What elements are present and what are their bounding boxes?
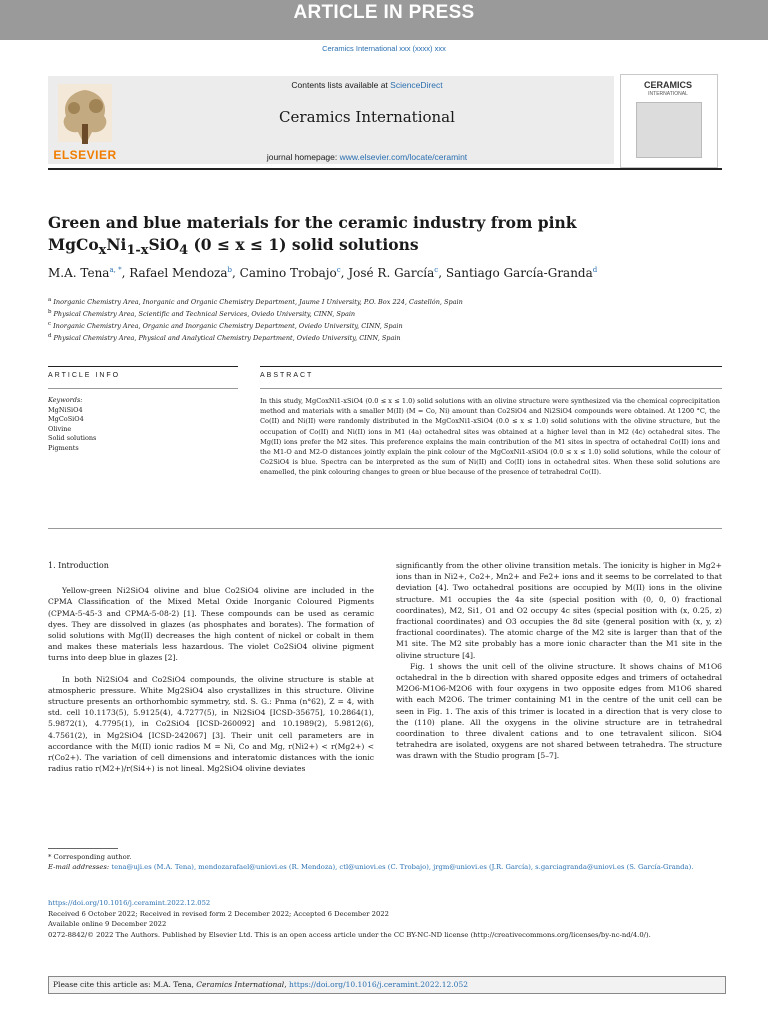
keyword: Pigments bbox=[48, 443, 79, 452]
keyword: Solid solutions bbox=[48, 434, 97, 442]
paragraph: Fig. 1 shows the unit cell of the olivine structure. It shows chains of M1O6 octahedral in the b direction with shared opposite edges and trimers of octahedral M2O6-M1O6-M2O6 with four oxygens in two opposite edges from M1O6 shared with each M2O6. The trimer containing M1 in the centre of the unit cell can be seen in Fig. 1. The axis of this trimer is located in a direction that is very close to the (110) plane. All the oxygens in the olivine structure are in tetrahedral coordination to three divalent cations and to one tetravalent silicon. SiO4 tetrahedra are isolated, oxygens are not shared between tetrahedra. The structure was drawn with the Studio program [5–7]. bbox=[396, 661, 722, 761]
corresponding-author-note: * Corresponding author. bbox=[48, 853, 132, 861]
author[interactable]: Camino Trobajo bbox=[239, 266, 337, 280]
journal-reference[interactable]: Ceramics International xxx (xxxx) xxx bbox=[322, 44, 446, 53]
affiliation: $^b$ Physical Chemistry Area, Scientific and Technical Services, Oviedo University, CINN, Spain bbox=[48, 309, 356, 319]
received-dates: Received 6 October 2022; Received in revised form 2 December 2022; Accepted 6 December 2022 bbox=[48, 909, 389, 918]
cover-title: CERAMICS bbox=[643, 80, 692, 90]
abstract-heading: ABSTRACT bbox=[260, 372, 314, 379]
keyword: MgCoSiO4 bbox=[48, 415, 84, 423]
doi-link[interactable]: https://doi.org/10.1016/j.ceramint.2022.12.052 bbox=[48, 899, 211, 907]
journal-homepage: journal homepage: www.elsevier.com/locate/ceramint bbox=[266, 152, 468, 162]
email-addresses[interactable]: tena@uji.es (M.A. Tena), mendozarafael@uniovi.es (R. Mendoza), ctl@uniovi.es (C. Trobajo), jrgm@uniovi.es (J.R. García), s.garciagranda@uniovi.es (S. García-Granda). bbox=[111, 863, 694, 871]
abstract-bottom-rule bbox=[48, 528, 722, 529]
author[interactable]: José R. García bbox=[348, 266, 435, 280]
author-list: M.A. Tena$^{a, *}$, Rafael Mendoza$^b$, Camino Trobajo$^c$, José R. García$^c$, Santiago García-Granda$^d$ bbox=[48, 266, 598, 280]
paragraph: significantly from the other olivine transition metals. The ionicity is higher in Mg2+ ions than in Ni2+, Co2+, Mn2+ and Fe2+ ions and it seems to be correlated to that deviation [4]. Two octahedral positions are occupied by M(II) ions in the olivine structure. M1 occupies the 4a site (special position with (0, 0, 0) fractional coordinates), M2, Si1, O1 and O2 occupy 4c sites (special position with (x, 0.25, z) fractional coordinates) and O3 occupies the 8d site (general position with (x, y, z) fractional coordinates). The atomic charge of the M2 site is larger than that of the M1 site. The M2 site probably has a more ionic character than the M1 site in the olivine structure [4]. bbox=[396, 561, 722, 660]
header-rule bbox=[48, 168, 722, 170]
license-statement: 0272-8842/© 2022 The Authors. Published by Elsevier Ltd. This is an open access article under the CC BY-NC-ND license (http://creativecommons.org/licenses/by-nc-nd/4.0/). bbox=[48, 930, 651, 939]
footnote-rule bbox=[48, 848, 118, 849]
keyword: MgNiSiO4 bbox=[48, 405, 83, 414]
affiliation: $^d$ Physical Chemistry Area, Physical and Analytical Chemistry Department, Oviedo University, CINN, Spain bbox=[48, 333, 401, 343]
article-in-press-banner: ARTICLE IN PRESS bbox=[0, 0, 768, 40]
available-online: Available online 9 December 2022 bbox=[48, 920, 167, 928]
article-info-subrule bbox=[48, 388, 238, 389]
author[interactable]: Santiago García-Granda bbox=[445, 266, 593, 280]
article-metadata bbox=[48, 898, 722, 940]
affiliation: $^a$ Inorganic Chemistry Area, Inorganic and Organic Chemistry Department, Jaume I University, P.O. Box 224, Castellón, Spain bbox=[48, 297, 463, 307]
journal-name: Ceramics International bbox=[279, 108, 455, 126]
paragraph: In both Ni2SiO4 and Co2SiO4 compounds, the olivine structure is stable at atmospheric pressure. White Mg2SiO4 also crystallizes in this structure. Olivine structure presents an orthorhombic symmetry, std. S. G.: Pnma (n°62), Z = 4, with std. cell 10.1173(5), 5.9125(4), 4.7277(5), in Ni2SiO4 [ICSD-35675], 10.2864(1), 5.9872(1), 4.7795(1), in Co2SiO4 [ICSD-260092] and 10.1989(2), 5.9812(6), 4.7561(2), in Mg2SiO4 [ICSD-242067] [3]. Their unit cell parameters are in accordance with the M(II) ionic radios M = Ni, Co and Mg, r(Ni2+) < r(Mg2+) < r(Co2+). The variation of cell dimensions and interatomic distances with the ionic radius ratio r(M2+)/r(Si4+) is not lineal. Mg2SiO4 olivine deviates bbox=[48, 674, 374, 774]
abstract-text: In this study, MgCoxNi1-xSiO4 (0.0 ≤ x ≤ 1.0) solid solutions with an olivine structure were synthesized via the chemical coprecipitation method and materials with a smaller M(II) (M = Co, Ni) amount than Co2SiO4 and Ni2SiO4 compounds were obtained. At 1200 °C, the Co(II) and Ni(II) were randomly distributed in the MgCoxNi1-xSiO4 (0.0 ≤ x ≤ 1.0) solid solutions with the olivine structure, but the occupation of Co(II) and Ni(II) ions in M1 (4a) octahedral sites was obtained at a higher level than in M2 (4c) octahedral sites. The Mg(II) ions prefer the M2 sites. This preference explains the main contribution of the M1 sites in spectra of octahedral Co(II) ions and the M1-O and M2-O distances jointly explain the pink colour of the MgCoxNi1-xSiO4 (0.0 ≤ x ≤ 1.0) solid solutions, while the colour of Co2SiO4 is blue. Spectra can be interpreted as the sum of Ni(II) and Co(II) ions in octahedral sites. When these solid solutions are enamelled, the pink colouring changes to green or blue because of the presence of tetrahedral Co(II). bbox=[260, 397, 720, 477]
abstract-subrule bbox=[260, 388, 722, 389]
affiliations bbox=[48, 295, 688, 344]
keyword: Olivine bbox=[48, 424, 72, 433]
contents-line: Contents lists available at ScienceDirect bbox=[291, 80, 443, 90]
body-right-column bbox=[396, 560, 722, 762]
author[interactable]: M.A. Tena bbox=[48, 266, 110, 280]
homepage-link[interactable]: www.elsevier.com/locate/ceramint bbox=[339, 152, 468, 162]
citation-doi-link[interactable]: https://doi.org/10.1016/j.ceramint.2022.12.052 bbox=[288, 980, 468, 989]
abstract-rule bbox=[260, 366, 722, 367]
footnotes: * Corresponding author. E-mail addresses: tena@uji.es (M.A. Tena), mendozarafael@uniovi.es (R. Mendoza), ctl@uniovi.es (C. Trobajo), jrgm@uniovi.es (J.R. García), s.garciagranda@uniovi.es (S. García-Granda). bbox=[48, 852, 722, 872]
citation-box: Please cite this article as: M.A. Tena, Ceramics International, https://doi.org/10.1016/j.ceramint.2022.12.052 bbox=[48, 976, 726, 994]
paragraph: Yellow-green Ni2SiO4 olivine and blue Co2SiO4 olivine are included in the CPMA Classification of the Mixed Metal Oxide Inorganic Coloured Pigments (CPMA-5-45-3 and CPMA-5-08-2) [1]. These compounds can be used as ceramic dyes. They are dissolved in glazes (as phosphates and borates). The formation of solid solutions with Mg(II) decreases the high content of nickel or cobalt in them and makes these materials less hazardous. The violet Co2SiO4 olivine pigment turns into deep blue in glazes [2]. bbox=[48, 586, 374, 663]
body-left-column bbox=[48, 560, 374, 784]
keywords: Keywords: MgNiSiO4 MgCoSiO4 Olivine Solid solutions Pigments bbox=[48, 396, 238, 453]
article-info-rule bbox=[48, 366, 238, 367]
cover-image bbox=[636, 102, 702, 158]
affiliation: $^c$ Inorganic Chemistry Area, Organic and Inorganic Chemistry Department, Oviedo University, CINN, Spain bbox=[48, 321, 403, 331]
publisher-logo-text: ELSEVIER bbox=[53, 148, 117, 162]
sciencedirect-link[interactable]: ScienceDirect bbox=[390, 80, 443, 90]
author[interactable]: Rafael Mendoza bbox=[129, 266, 228, 280]
cover-subtitle: INTERNATIONAL bbox=[648, 91, 688, 97]
section-heading: 1. Introduction bbox=[48, 561, 109, 570]
article-title: Green and blue materials for the ceramic industry from pink $MgCo_xNi_{1-x}SiO_4$ (0 ≤ x ≤ 1) solid solutions bbox=[48, 213, 577, 259]
article-info-heading: ARTICLE INFO bbox=[48, 372, 121, 379]
